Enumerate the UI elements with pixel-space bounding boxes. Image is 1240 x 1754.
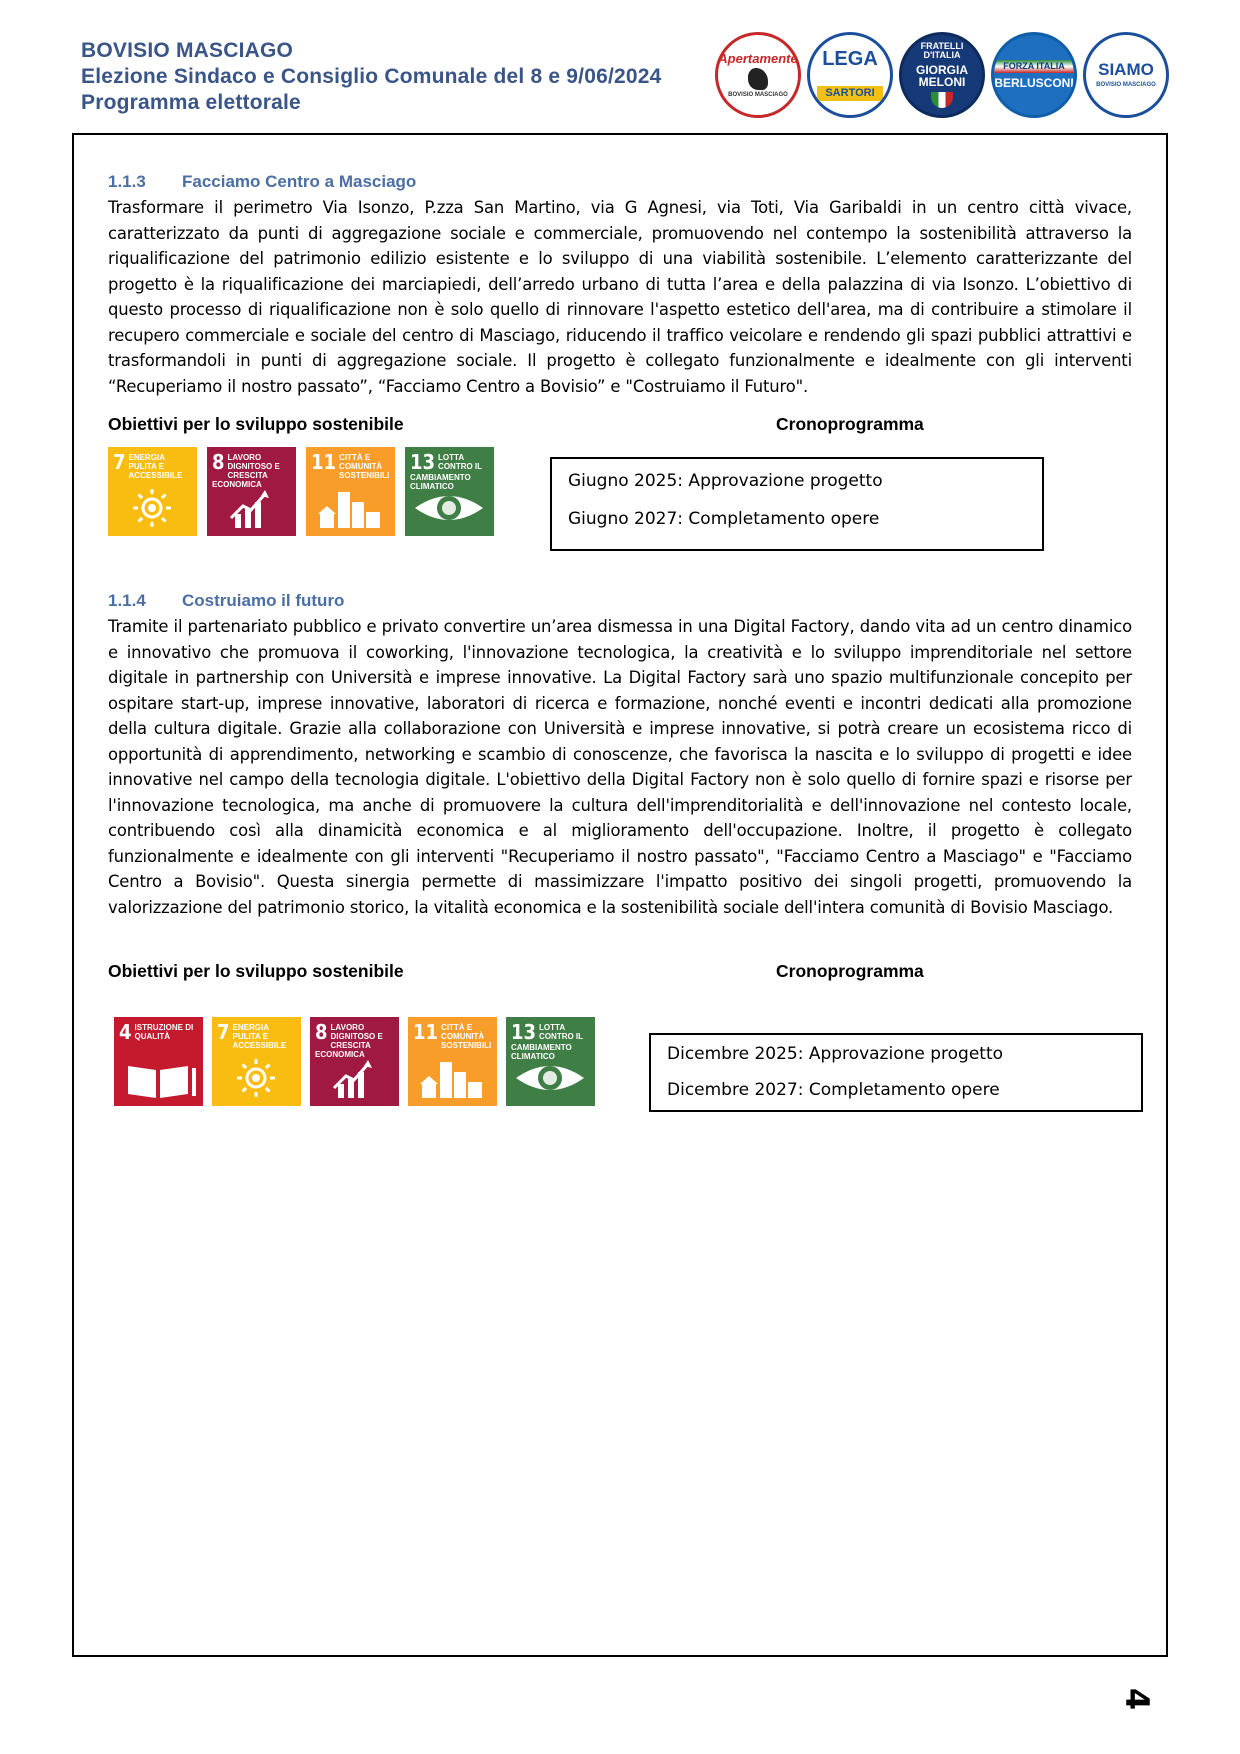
header-election: Elezione Sindaco e Consiglio Comunale del 8 e 9/06/2024 [81, 65, 662, 88]
crono-item: Giugno 2027: Completamento opere [568, 509, 880, 529]
apertamente-logo: Apertamente BOVISIO MASCIAGO [715, 32, 801, 118]
section-number: 1.1.4 [108, 591, 146, 610]
sdg-number: 11 [413, 1020, 439, 1044]
header-program: Programma elettorale [81, 91, 301, 114]
cronoprogramma-box [649, 1033, 1143, 1112]
sdg-8-tile [207, 447, 296, 536]
party-logos [715, 32, 1175, 124]
sdg-number: 4 [119, 1020, 132, 1044]
sdg-label: ENERGIA PULITA E ACCESSIBILE [232, 1023, 287, 1050]
sdg-label: CITTÀ E COMUNITÀ SOSTENIBILI [441, 1023, 492, 1050]
sdg-11-tile [408, 1017, 497, 1106]
section-body: Trasformare il perimetro Via Isonzo, P.zza San Martino, via G Agnesi, via Toti, Via Garibaldi in un centro città vivace, caratterizzato da punti di aggregazione sociale e commerciale, promuovendo nel contempo la sostenibilità attraverso la riqualificazione del patrimonio edilizio esistente e lo sviluppo di una viabilità sostenibile. L’elemento caratterizzante del progetto è la riqualificazione dei marciapiedi, dell’arredo urbano di tutta l’area e della palazzina di via Isonzo. L’obiettivo di questo processo di riqualificazione non è solo quello di rinnovare l'aspetto estetico dell'area, ma di contribuire a stimolare il recupero commerciale e sociale del centro di Masciago, riducendo il traffico veicolare e rendendo gli spazi pubblici attrattivi e trasformandoli in punti di aggregazione sociale. Il progetto è collegato funzionalmente e idealmente con gli interventi “Recuperiamo il nostro passato”, “Facciamo Centro a Bovisio” e "Costruiamo il Futuro". [108, 198, 1132, 396]
sdg-7-tile [212, 1017, 301, 1106]
crono-item: Dicembre 2025: Approvazione progetto [667, 1044, 1004, 1064]
page-number: 4 [1118, 1687, 1157, 1711]
forza-italia-logo: FORZA ITALIA BERLUSCONI [991, 32, 1077, 118]
sdg-number: 11 [311, 450, 337, 474]
cronoprogramma-label: Cronoprogramma [776, 961, 924, 981]
sdg-number: 8 [315, 1020, 328, 1044]
sdg-label: ENERGIA PULITA E ACCESSIBILE [128, 453, 183, 480]
sdg-number: 7 [113, 450, 126, 474]
section-costruiamo-il-futuro [108, 590, 1132, 920]
sdg-label: CITTÀ E COMUNITÀ SOSTENIBILI [339, 453, 390, 480]
cronoprogramma-box [550, 457, 1044, 551]
sdg-11-tile [306, 447, 395, 536]
lega-logo: LEGA SARTORI [807, 32, 893, 118]
sdg-label: LOTTA CONTRO IL CAMBIAMENTO CLIMATICO [511, 1023, 583, 1061]
sun-icon [212, 1054, 301, 1100]
sdg-number: 13 [511, 1020, 537, 1044]
sdg-13-tile [405, 447, 494, 536]
sdg-label: LAVORO DIGNITOSO E CRESCITA ECONOMICA [315, 1023, 383, 1059]
siamo-logo: SIAMO BOVISIO MASCIAGO [1083, 32, 1169, 118]
eye-globe-icon [506, 1054, 595, 1100]
sdg-label: ISTRUZIONE DI QUALITÀ [134, 1023, 194, 1041]
cronoprogramma-label: Cronoprogramma [776, 414, 924, 434]
section-title: Costruiamo il futuro [182, 591, 345, 610]
sdg-13-tile [506, 1017, 595, 1106]
section-body: Tramite il partenariato pubblico e privato convertire un’area dismessa in una Digital Factory, dando vita ad un centro dinamico e innovativo che promuova il coworking, l'innovazione tecnologica, la creatività e lo sviluppo imprenditoriale nel settore digitale in partnership con Università e imprese innovative. La Digital Factory sarà uno spazio multifunzionale concepito per ospitare start-up, imprese innovative, laboratori di ricerca e formazione, nonché eventi e incontri dedicati alla promozione della cultura digitale. Grazie alla collaborazione con Università e imprese innovative, si potrà creare un ecosistema ricco di opportunità di apprendimento, networking e scambio di conoscenze, che favorisca la nascita e lo sviluppo di progetti e idee innovative nel campo della tecnologia digitale. L'obiettivo della Digital Factory non è solo quello di fornire spazi e risorse per l'innovazione tecnologica, ma anche di promuovere la cultura dell'imprenditorialità e dell'innovazione nel contesto locale, contribuendo così alla dinamicità economica e al miglioramento dell'occupazione. Inoltre, il progetto è collegato funzionalmente e idealmente con gli interventi "Recuperiamo il nostro passato", "Facciamo Centro a Masciago" e "Facciamo Centro a Bovisio". Questa sinergia permette di massimizzare l'impatto positivo dei singoli progetti, promuovendo la valorizzazione del patrimonio storico, la vitalità economica e la sostenibilità sociale dell'intera comunità di Bovisio Masciago. [108, 617, 1132, 917]
crono-item: Giugno 2025: Approvazione progetto [568, 471, 883, 491]
sdg-label: LOTTA CONTRO IL CAMBIAMENTO CLIMATICO [410, 453, 482, 491]
sdg-number: 13 [410, 450, 436, 474]
section-facciamo-centro-masciago [108, 171, 1132, 399]
sdg-8-tile [310, 1017, 399, 1106]
growth-chart-icon [310, 1054, 399, 1100]
section-heading [108, 171, 1132, 193]
header-town: BOVISIO MASCIAGO [81, 39, 294, 62]
fratelli-italia-logo: FRATELLI D'ITALIA GIORGIA MELONI [899, 32, 985, 118]
sdg-label: LAVORO DIGNITOSO E CRESCITA ECONOMICA [212, 453, 280, 489]
document-header [81, 38, 662, 116]
eye-globe-icon [405, 484, 494, 530]
section-title: Facciamo Centro a Masciago [182, 172, 417, 191]
sun-icon [108, 484, 197, 530]
sdg-number: 7 [217, 1020, 230, 1044]
sdg-goals-label: Obiettivi per lo sviluppo sostenibile [108, 961, 404, 981]
growth-chart-icon [207, 484, 296, 530]
crono-item: Dicembre 2027: Completamento opere [667, 1080, 1000, 1100]
book-icon [114, 1054, 203, 1100]
sdg-number: 8 [212, 450, 225, 474]
sdg-goals-label: Obiettivi per lo sviluppo sostenibile [108, 414, 404, 434]
city-icon [408, 1054, 497, 1100]
section-number: 1.1.3 [108, 172, 146, 191]
sdg-4-tile [114, 1017, 203, 1106]
section-heading [108, 590, 1132, 612]
city-icon [306, 484, 395, 530]
sdg-7-tile [108, 447, 197, 536]
